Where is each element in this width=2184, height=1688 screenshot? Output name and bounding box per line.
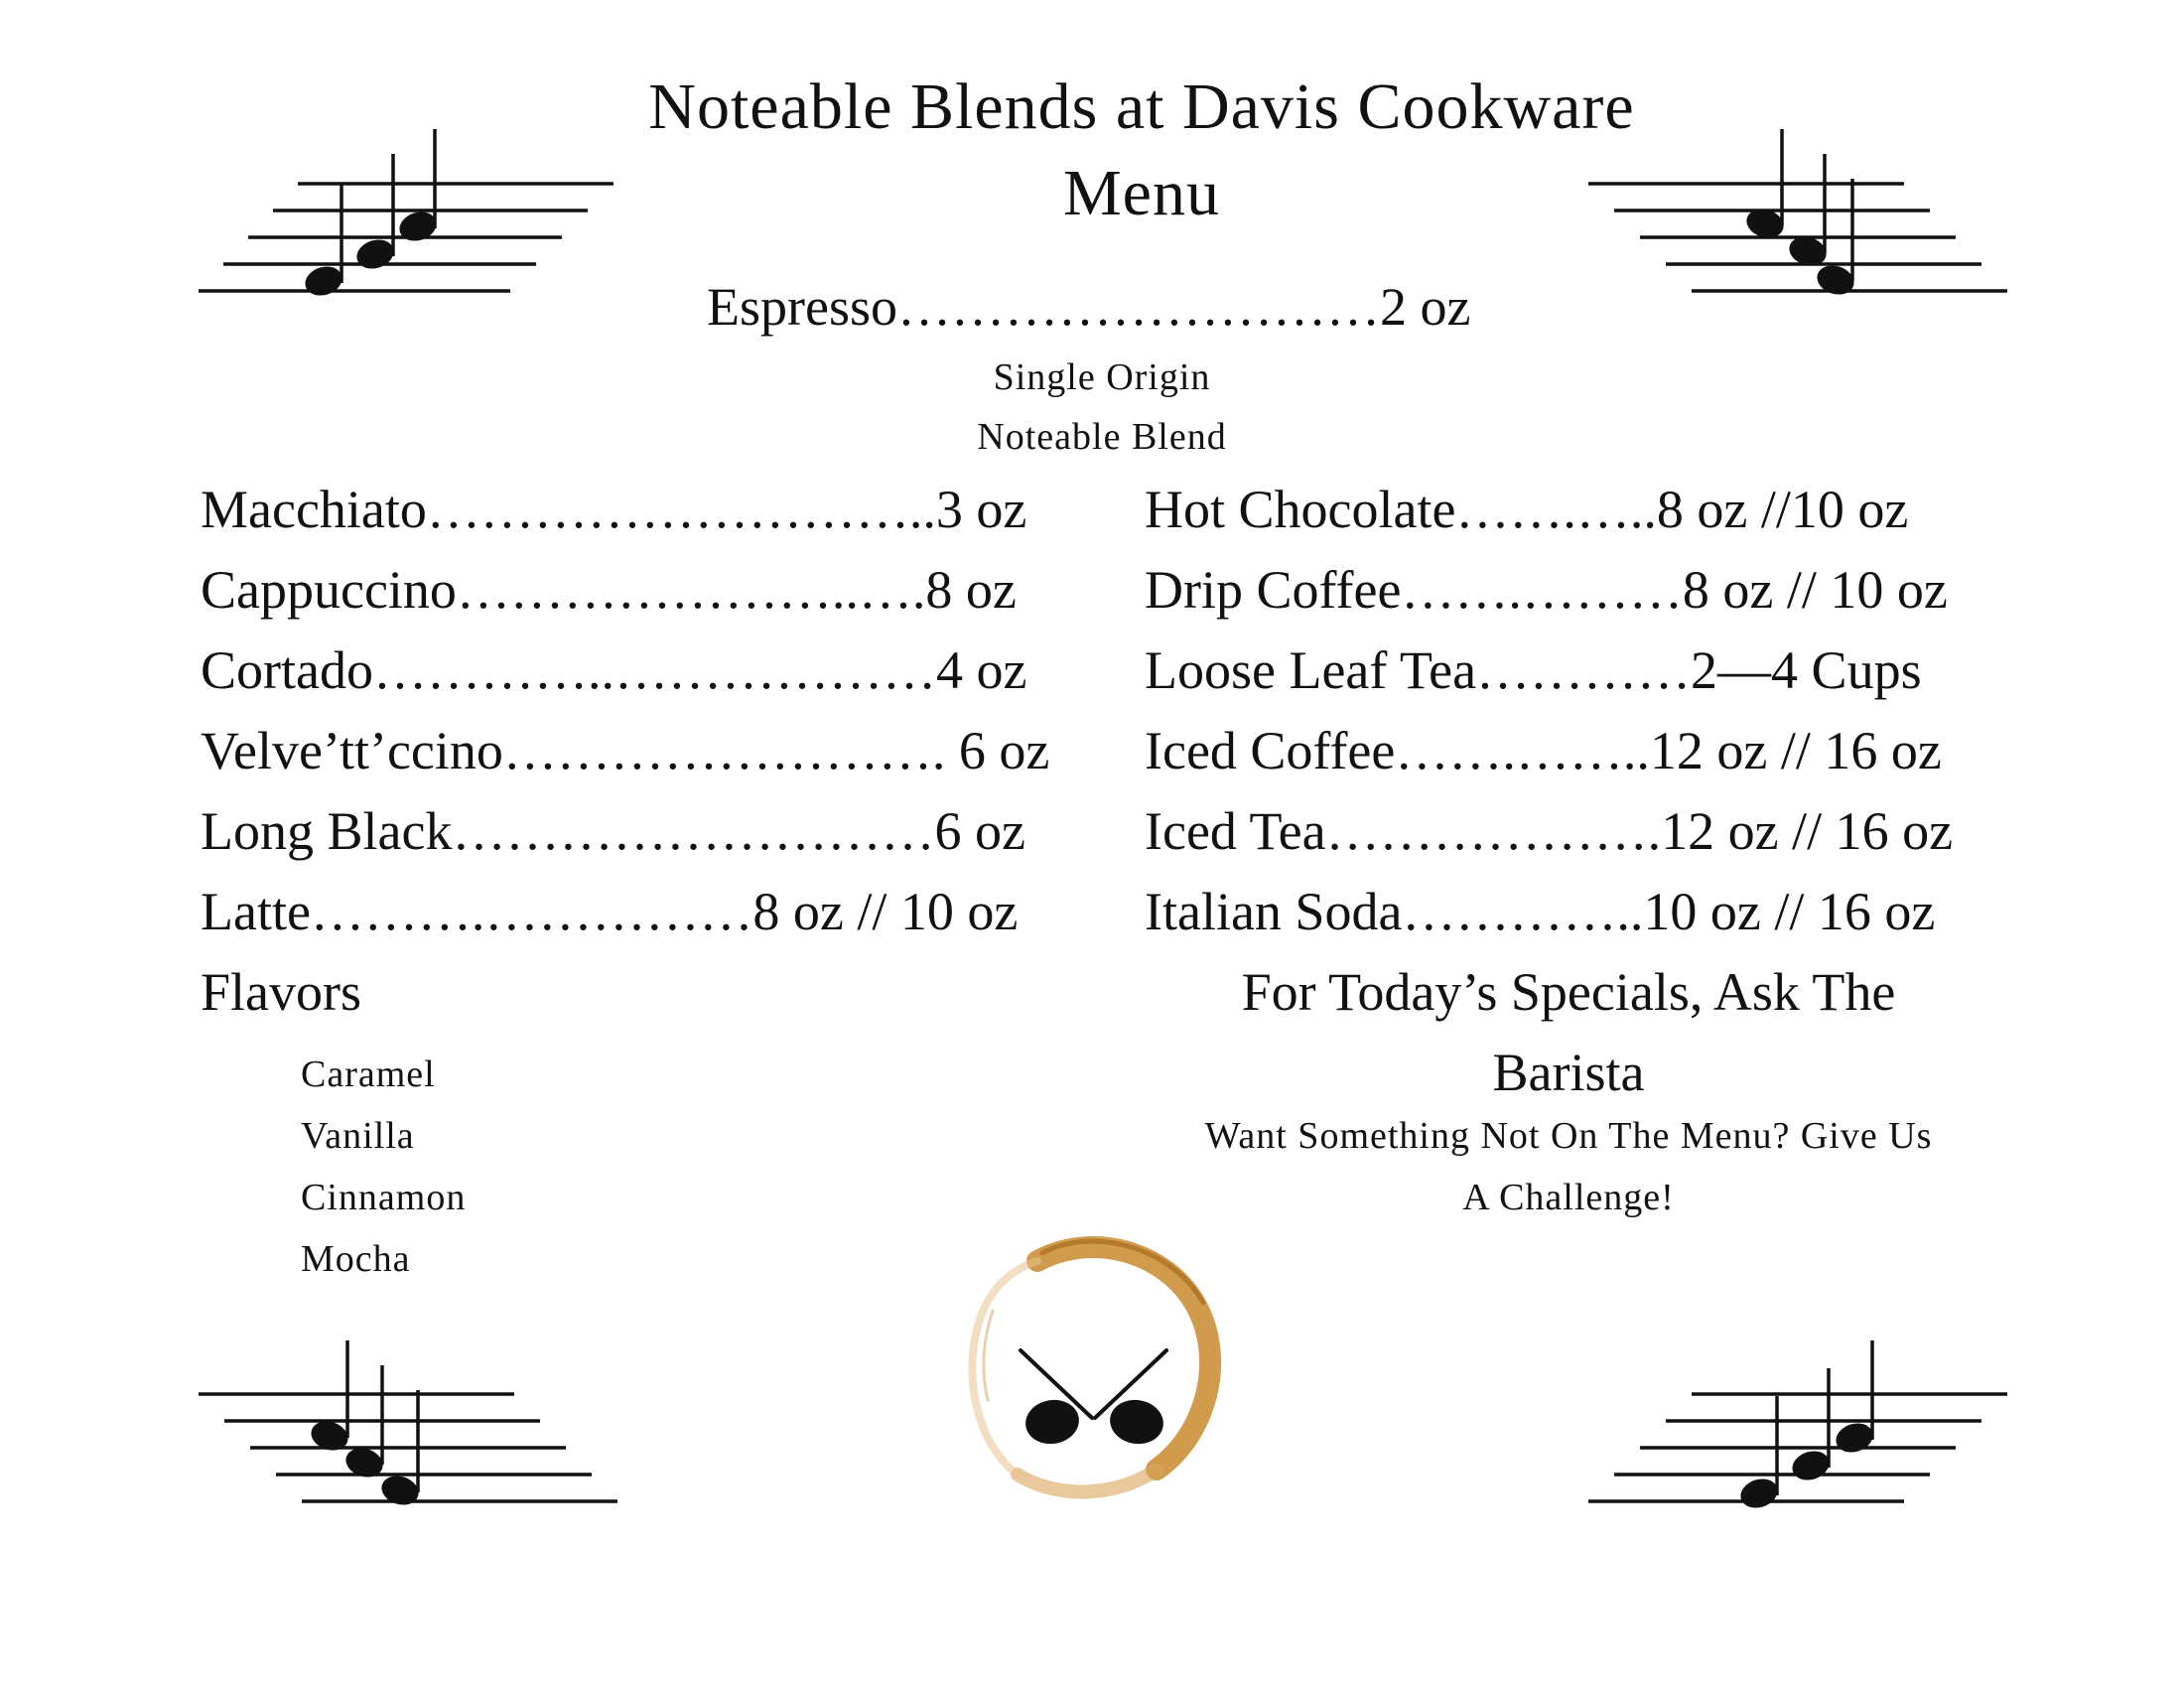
menu-item-velvettccino: Velve’tt’ccino……………………. 6 oz (201, 721, 1050, 780)
menu-title: Noteable Blends at Davis Cookware (648, 70, 1635, 143)
espresso-option-single-origin: Single Origin (993, 356, 1211, 398)
music-staff-top-right-icon (1588, 124, 2015, 303)
challenge-line2: A Challenge! (1462, 1177, 1675, 1218)
challenge-line1: Want Something Not On The Menu? Give Us (1204, 1115, 1933, 1157)
flavor-mocha: Mocha (301, 1238, 411, 1280)
flavors-heading: Flavors (201, 962, 361, 1022)
flavor-caramel: Caramel (301, 1054, 436, 1095)
menu-item-iced-coffee: Iced Coffee…….……..12 oz // 16 oz (1145, 721, 1942, 780)
flavor-cinnamon: Cinnamon (301, 1177, 467, 1218)
menu-item-hot-chocolate: Hot Chocolate…….…..8 oz //10 oz (1145, 480, 1909, 539)
menu-item-loose-leaf-tea: Loose Leaf Tea…………2—4 Cups (1145, 640, 1922, 700)
coffee-ring-logo (953, 1231, 1241, 1509)
specials-line2: Barista (1492, 1043, 1645, 1102)
espresso-item: Espresso………………………2 oz (707, 277, 1471, 337)
menu-item-italian-soda: Italian Soda…………..10 oz // 16 oz (1145, 882, 1936, 941)
menu-subtitle: Menu (1063, 157, 1220, 229)
music-staff-bottom-left-icon (199, 1338, 625, 1517)
menu-item-macchiato: Macchiato………………………..3 oz (201, 480, 1027, 539)
music-staff-top-left-icon (199, 124, 625, 303)
menu-item-iced-tea: Iced Tea……………….12 oz // 16 oz (1145, 801, 1954, 861)
music-staff-bottom-right-icon (1588, 1338, 2015, 1517)
menu-item-latte: Latte……….……………8 oz // 10 oz (201, 882, 1019, 941)
menu-item-cappuccino: Cappuccino…………………..….8 oz (201, 560, 1017, 620)
flavor-vanilla: Vanilla (301, 1115, 415, 1157)
menu-item-cortado: Cortado…………..………………4 oz (201, 640, 1027, 700)
espresso-option-noteable-blend: Noteable Blend (977, 416, 1227, 458)
menu-item-drip-coffee: Drip Coffee…….………8 oz // 10 oz (1145, 560, 1948, 620)
menu-item-long-black: Long Black………………………6 oz (201, 801, 1025, 861)
specials-line1: For Today’s Specials, Ask The (1241, 962, 1896, 1022)
